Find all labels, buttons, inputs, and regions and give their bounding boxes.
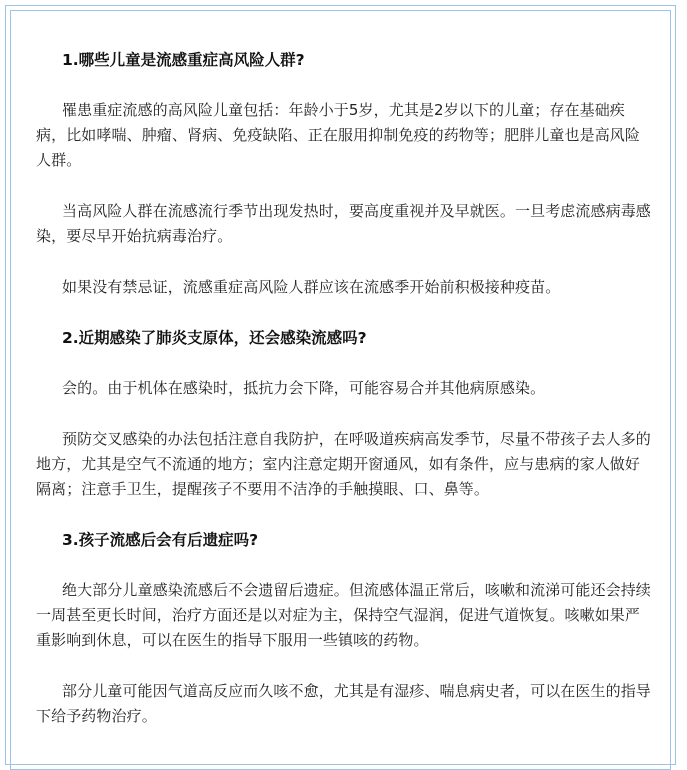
section-3-paragraph-1: 绝大部分儿童感染流感后不会遗留后遗症。但流感体温正常后，咳嗽和流涕可能还会持续一周甚至更长时间，治疗方面还是以对症为主，保持空气湿润，促进气道恢复。咳嗽如果严重影响到休息，可以在医生的指导下服用一些镇咳的药物。 (36, 581, 651, 649)
section-3-heading: 3.孩子流感后会有后遗症吗? (62, 531, 259, 549)
article-body (36, 48, 652, 729)
section-2-paragraph-2: 预防交叉感染的办法包括注意自我防护，在呼吸道疾病高发季节，尽量不带孩子去人多的地方，尤其是空气不流通的地方；室内注意定期开窗通风，如有条件，应与患病的家人做好隔离；注意手卫生，提醒孩子不要用不洁净的手触摸眼、口、鼻等。 (36, 430, 651, 498)
section-1-heading: 1.哪些儿童是流感重症高风险人群? (62, 51, 305, 69)
section-2-heading: 2.近期感染了肺炎支原体，还会感染流感吗? (62, 329, 367, 347)
section-1-paragraph-2: 当高风险人群在流感流行季节出现发热时，要高度重视并及早就医。一旦考虑流感病毒感染，要尽早开始抗病毒治疗。 (36, 202, 651, 245)
section-1-paragraph-1: 罹患重症流感的高风险儿童包括：年龄小于5岁，尤其是2岁以下的儿童；存在基础疾病，比如哮喘、肿瘤、肾病、免疫缺陷、正在服用抑制免疫的药物等；肥胖儿童也是高风险人群。 (36, 101, 641, 169)
section-2-paragraph-1: 会的。由于机体在感染时，抵抗力会下降，可能容易合并其他病原感染。 (62, 379, 546, 397)
section-1-paragraph-3: 如果没有禁忌证，流感重症高风险人群应该在流感季开始前积极接种疫苗。 (62, 278, 561, 296)
section-3-paragraph-2: 部分儿童可能因气道高反应而久咳不愈，尤其是有湿疹、喘息病史者，可以在医生的指导下给予药物治疗。 (36, 682, 651, 725)
